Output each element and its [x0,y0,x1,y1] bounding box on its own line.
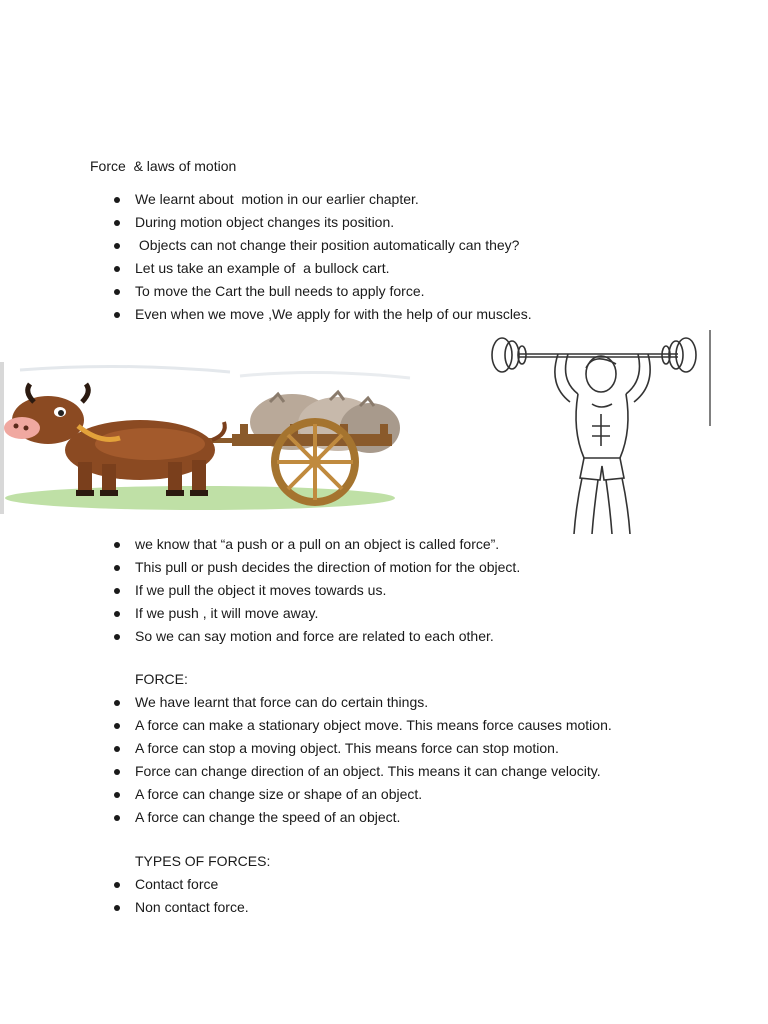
list-item: This pull or push decides the direction of motion for the object. [0,556,520,579]
list-item: A force can change size or shape of an object. [0,783,612,806]
list-item: If we push , it will move away. [0,602,520,625]
list-item: Contact force [0,873,249,896]
list-item: During motion object changes its position. [0,211,532,234]
list-item: So we can say motion and force are related to each other. [0,625,520,648]
list-item: we know that “a push or a pull on an object is called force”. [0,533,520,556]
list-item: Let us take an example of a bullock cart. [0,257,532,280]
list-item: Objects can not change their position automatically can they? [0,234,532,257]
bullock-cart-image [0,362,422,514]
push-pull-bullet-list [0,533,520,648]
list-item: We learnt about motion in our earlier chapter. [0,188,532,211]
types-of-forces-heading: TYPES OF FORCES: [135,853,271,869]
list-item: Even when we move ,We apply for with the help of our muscles. [0,303,532,326]
list-item: A force can make a stationary object move. This means force causes motion. [0,714,612,737]
document-title: Force & laws of motion [90,158,237,174]
force-bullet-list [0,691,612,829]
list-item: Non contact force. [0,896,249,919]
force-heading: FORCE: [135,671,188,687]
types-bullet-list [0,873,249,919]
weightlifter-image [488,330,712,534]
list-item: Force can change direction of an object. This means it can change velocity. [0,760,612,783]
list-item: We have learnt that force can do certain things. [0,691,612,714]
intro-bullet-list [0,188,532,326]
list-item: A force can stop a moving object. This means force can stop motion. [0,737,612,760]
list-item: If we pull the object it moves towards us. [0,579,520,602]
list-item: To move the Cart the bull needs to apply force. [0,280,532,303]
list-item: A force can change the speed of an object. [0,806,612,829]
